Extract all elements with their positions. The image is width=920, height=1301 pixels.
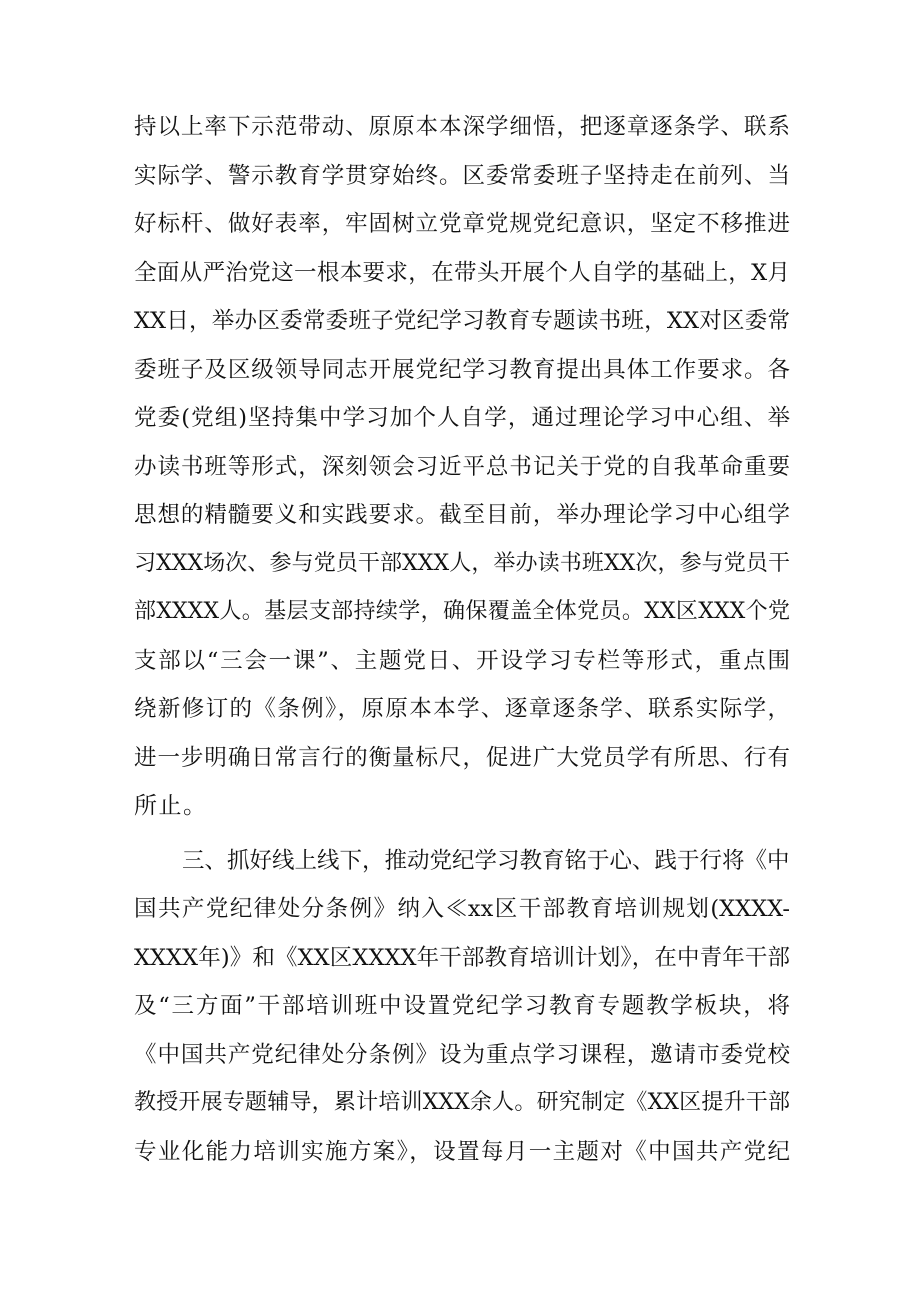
section-3 <box>134 837 790 1177</box>
text-line: 支部以“三会一课”、主题党日、开设学习专栏等形式，重点围 <box>134 647 790 674</box>
paragraph-1 <box>134 103 790 831</box>
text-line: 持以上率下示范带动、原原本本深学细悟，把逐章逐条学、联系 <box>134 114 790 140</box>
section-heading: 三、抓好线上线下，推动党纪学习教育铭于心、践于行 <box>182 847 723 874</box>
text-line: 进一步明确日常言行的衡量标尺，促进广大党员学有所思、行有 <box>134 744 790 771</box>
text-line: 实际学、警示教育学贯穿始终。区委常委班子坚持走在前列、当 <box>134 162 790 189</box>
text-line: 委班子及区级领导同志开展党纪学习教育提出具体工作要求。各 <box>134 356 790 383</box>
text-line: 所止。 <box>134 793 208 819</box>
text-line: 办读书班等形式，深刻领会习近平总书记关于党的自我革命重要 <box>134 453 790 480</box>
text-line: 及“三方面”干部培训班中设置党纪学习教育专题教学板块，将 <box>134 993 790 1019</box>
text-line: 好标杆、做好表率，牢固树立党章党规党纪意识，坚定不移推进 <box>134 211 790 237</box>
heading-tail-text: 将《中 <box>722 847 790 874</box>
text-line: 国共产党纪律处分条例》纳入≪xx区干部教育培训规划(XXXX- <box>134 896 790 922</box>
text-line: XXXX年)》和《XX区XXXX年干部教育培训计划》，在中青年干部 <box>134 944 790 971</box>
text-line: 专业化能力培训实施方案》，设置每月一主题对《中国共产党纪 <box>134 1138 790 1165</box>
text-line: 绕新修订的《条例》，原原本本学、逐章逐条学、联系实际学， <box>134 696 790 722</box>
text-line: 党委(党组)坚持集中学习加个人自学，通过理论学习中心组、举 <box>134 405 790 431</box>
section-3-first-line <box>134 837 790 886</box>
text-line: 习XXX场次、参与党员干部XXX人，举办读书班XX次，参与党员干 <box>134 550 790 576</box>
text-line: XX日，举办区委常委班子党纪学习教育专题读书班，XX对区委常 <box>134 308 790 334</box>
text-line: 教授开展专题辅导，累计培训XXX余人。研究制定《XX区提升干部 <box>134 1090 790 1115</box>
text-line: 《中国共产党纪律处分条例》设为重点学习课程，邀请市委党校 <box>134 1041 790 1068</box>
text-line: 思想的精髓要义和实践要求。截至目前，举办理论学习中心组学 <box>134 502 790 528</box>
document-body <box>134 103 790 1176</box>
text-line: 部XXXX人。基层支部持续学，确保覆盖全体党员。XX区XXX个党 <box>134 599 790 624</box>
text-line: 全面从严治党这一根本要求，在带头开展个人自学的基础上，X月 <box>134 259 790 286</box>
